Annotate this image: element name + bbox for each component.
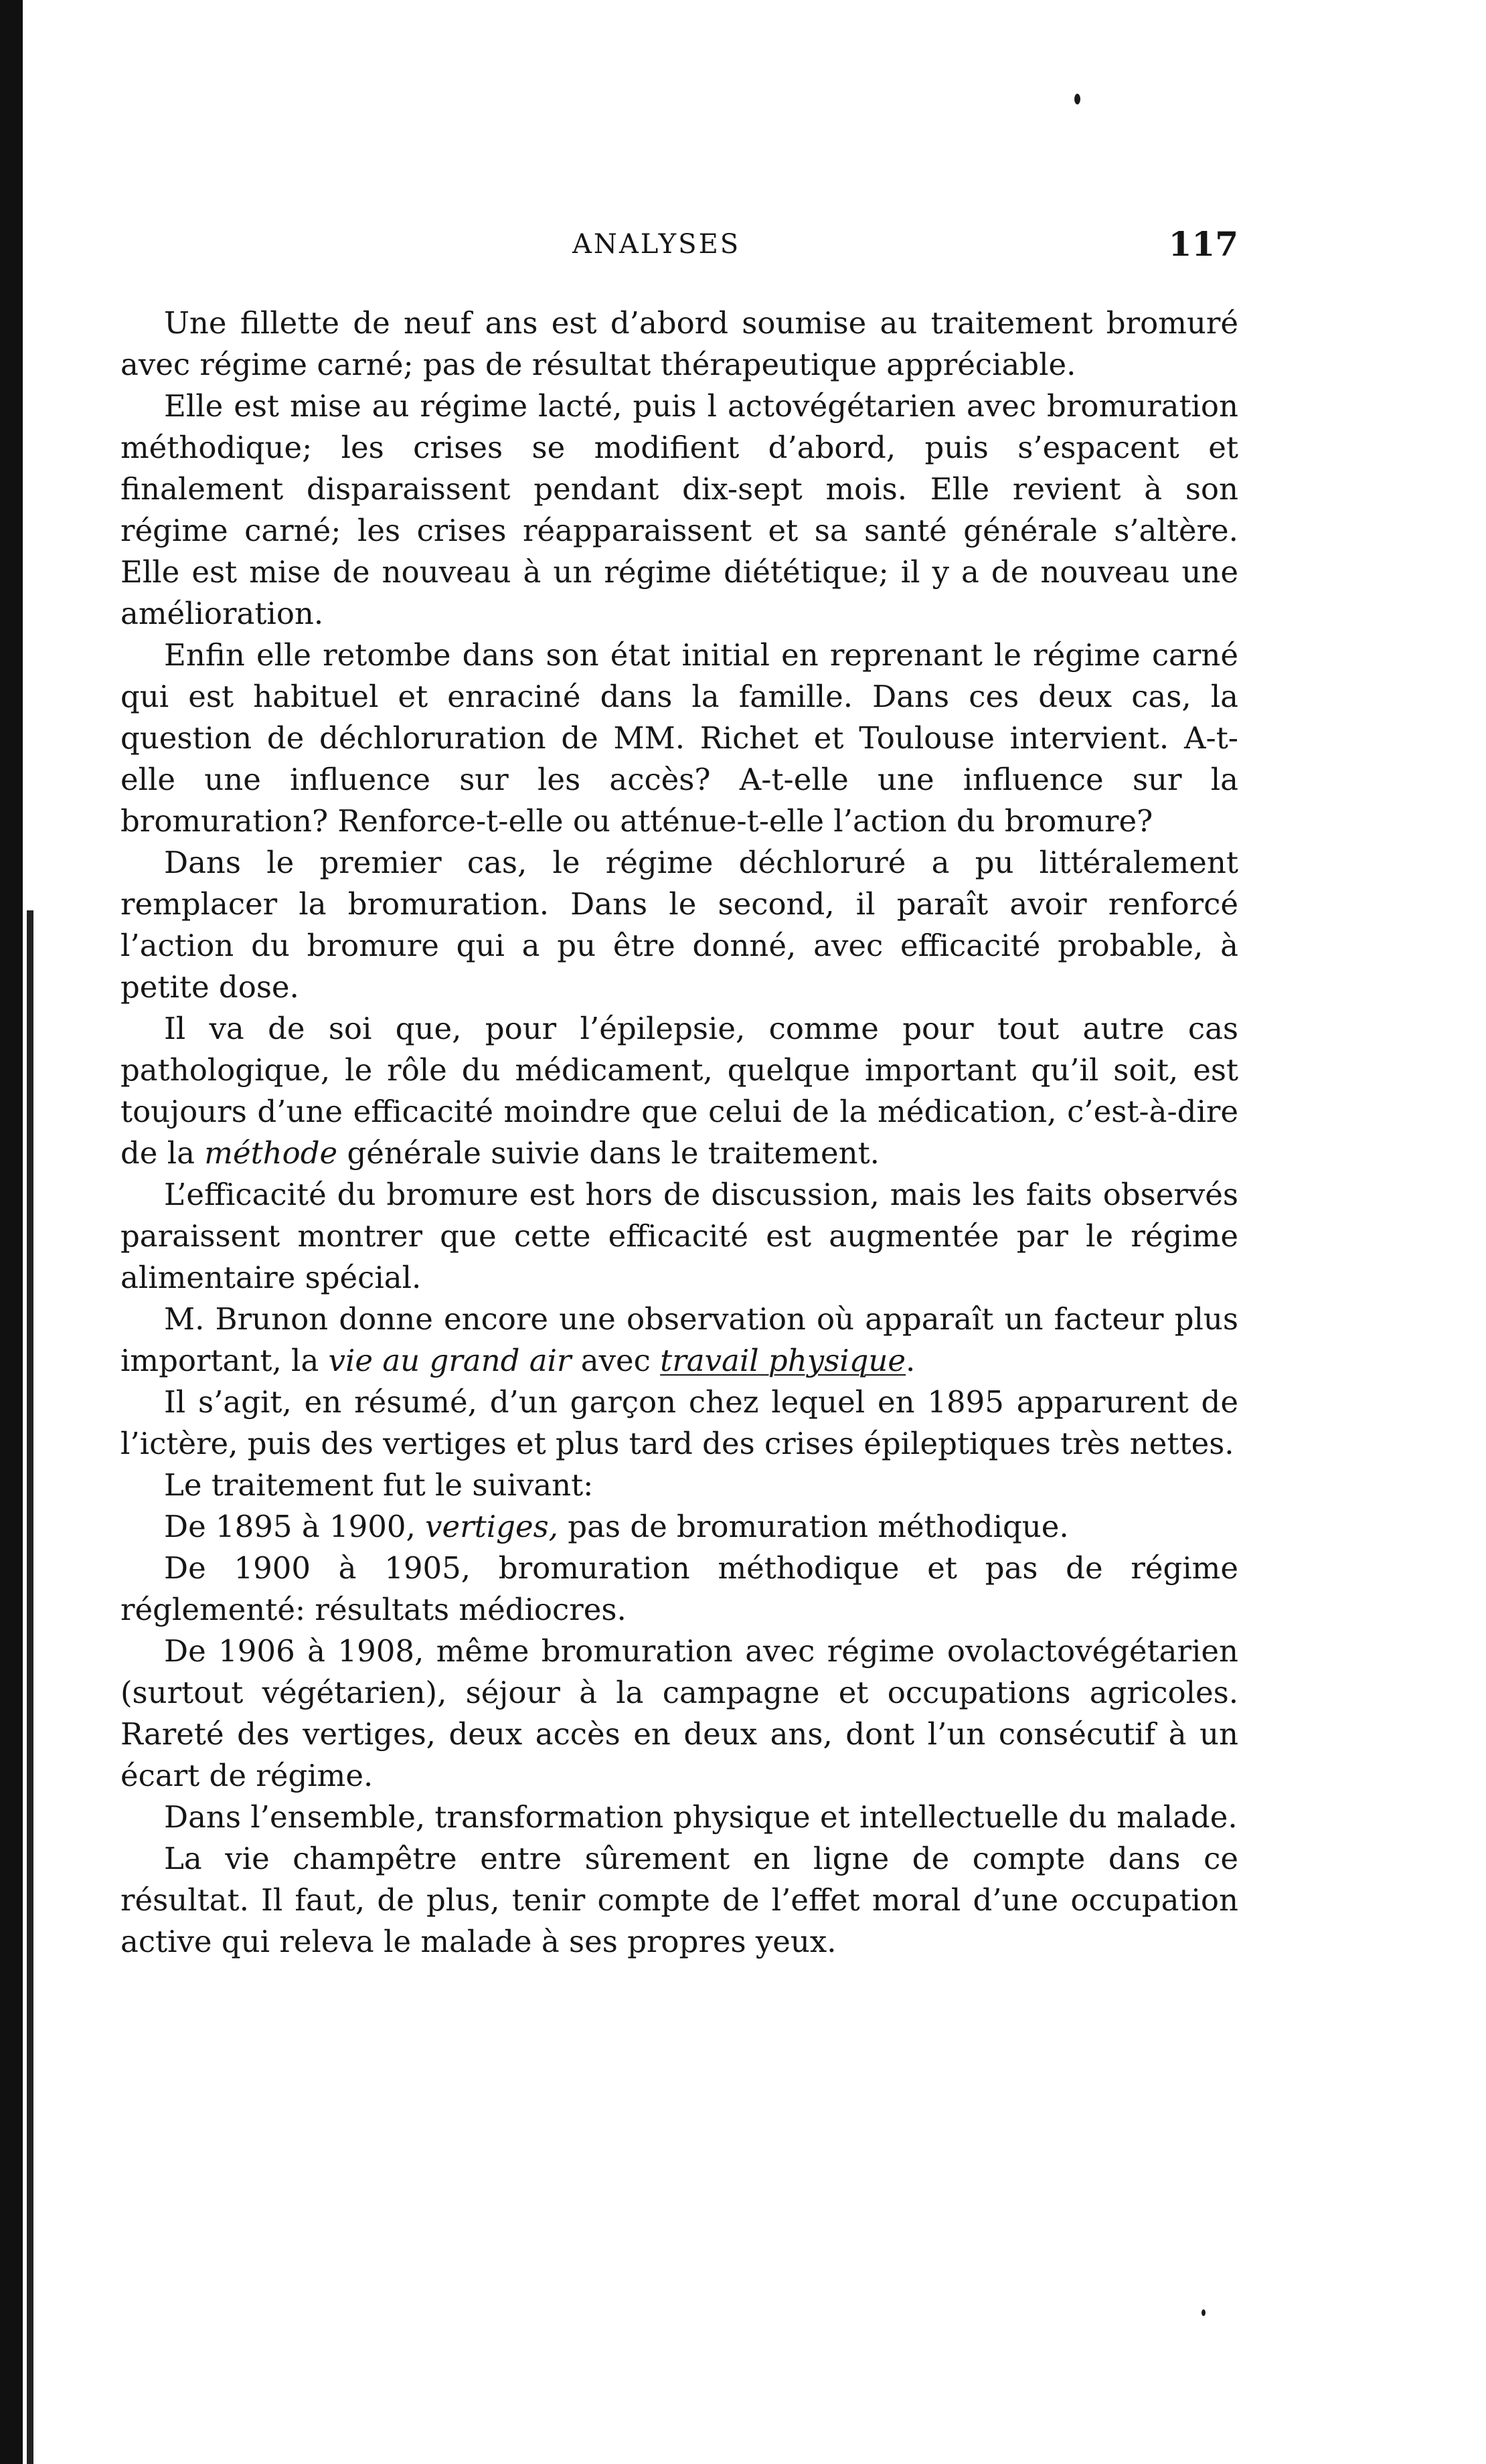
running-head bbox=[0, 224, 1238, 264]
paragraph bbox=[120, 635, 1238, 842]
paragraph-text: L’efficacité du bromure est hors de discussion, mais les faits observés paraissent montrer que cette efficacité est augmentée par le régime alimentaire spécial. bbox=[120, 1177, 1238, 1295]
italic-underlined-term: travail physique bbox=[660, 1343, 906, 1378]
paragraph bbox=[120, 1008, 1238, 1174]
scan-speck bbox=[1074, 94, 1080, 104]
paragraph-text: M. Brunon donne encore une observation où apparaît un facteur plus important, la bbox=[120, 1301, 1238, 1378]
paragraph bbox=[120, 1548, 1238, 1631]
italic-term: méthode bbox=[204, 1135, 338, 1171]
paragraph-text: Il va de soi que, pour l’épilepsie, comme pour tout autre cas pathologique, le rôle du médicament, quelque important qu’il soit, est toujours d’une efficacité moindre que celui de la médication, c’est-à-dire de la bbox=[120, 1011, 1238, 1171]
scan-speck bbox=[1202, 2309, 1206, 2316]
paragraph-text: Enfin elle retombe dans son état initial en reprenant le régime carné qui est habituel et enraciné dans la famille. Dans ces deux cas, la question de déchloruration de MM. Richet et Toulouse intervient. A-t-elle une influence sur les accès? A-t-elle une influence sur la bromuration? Renforce-t-elle ou atténue-t-elle l’action du bromure? bbox=[120, 637, 1238, 839]
paragraph-text: Il s’agit, en résumé, d’un garçon chez lequel en 1895 apparurent de l’ictère, puis des vertiges et plus tard des crises épileptiques très nettes. bbox=[120, 1384, 1238, 1461]
paragraph-text: Le traitement fut le suivant: bbox=[164, 1467, 594, 1503]
page-number: 117 bbox=[1168, 224, 1238, 264]
paragraph bbox=[120, 1299, 1238, 1382]
paragraph-text: Une fillette de neuf ans est d’abord soumise au traitement bromuré avec régime carné; pas de résultat thérapeutique appréciable. bbox=[120, 305, 1238, 382]
body-text bbox=[120, 303, 1238, 1963]
paragraph bbox=[120, 1838, 1238, 1963]
paragraph bbox=[120, 842, 1238, 1008]
paragraph-text: générale suivie dans le traitement. bbox=[337, 1135, 880, 1171]
italic-term: vie au grand air bbox=[328, 1343, 572, 1378]
paragraph bbox=[120, 386, 1238, 635]
paragraph bbox=[120, 1631, 1238, 1797]
paragraph-text: pas de bromuration méthodique. bbox=[558, 1509, 1069, 1544]
paragraph bbox=[120, 1506, 1238, 1548]
running-title: ANALYSES bbox=[572, 229, 741, 260]
paragraph-text: De 1900 à 1905, bromuration méthodique et pas de régime réglementé: résultats médiocres. bbox=[120, 1550, 1238, 1627]
paragraph bbox=[120, 1797, 1238, 1838]
paragraph-text: . bbox=[906, 1343, 916, 1378]
paragraph-text: Elle est mise au régime lacté, puis l actovégétarien avec bromuration méthodique; les crises se modifient d’abord, puis s’espacent et finalement disparaissent pendant dix-sept mois. Elle revient à son régime carné; les crises réapparaissent et sa santé générale s’altère. Elle est mise de nouveau à un régime diététique; il y a de nouveau une amélioration. bbox=[120, 388, 1238, 631]
paragraph bbox=[120, 1465, 1238, 1506]
paragraph-text: Dans l’ensemble, transformation physique et intellectuelle du malade. bbox=[164, 1799, 1238, 1835]
scan-binding-shadow bbox=[27, 910, 33, 2464]
paragraph-text: Dans le premier cas, le régime déchloruré a pu littéralement remplacer la bromuration. Dans le second, il paraît avoir renforcé l’action du bromure qui a pu être donné, avec efficacité probable, à petite dose. bbox=[120, 845, 1238, 1005]
paragraph bbox=[120, 303, 1238, 386]
paragraph bbox=[120, 1174, 1238, 1299]
paragraph-text: avec bbox=[571, 1343, 661, 1378]
scan-binding-edge bbox=[0, 0, 23, 2464]
paragraph-text: De 1906 à 1908, même bromuration avec régime ovolactovégétarien (surtout végétarien), séjour à la campagne et occupations agricoles. Rareté des vertiges, deux accès en deux ans, dont l’un consécutif à un écart de régime. bbox=[120, 1633, 1238, 1793]
italic-term: vertiges, bbox=[425, 1509, 558, 1544]
paragraph-text: De 1895 à 1900, bbox=[164, 1509, 426, 1544]
paragraph bbox=[120, 1382, 1238, 1465]
paragraph-text: La vie champêtre entre sûrement en ligne de compte dans ce résultat. Il faut, de plus, tenir compte de l’effet moral d’une occupation active qui releva le malade à ses propres yeux. bbox=[120, 1841, 1238, 1959]
